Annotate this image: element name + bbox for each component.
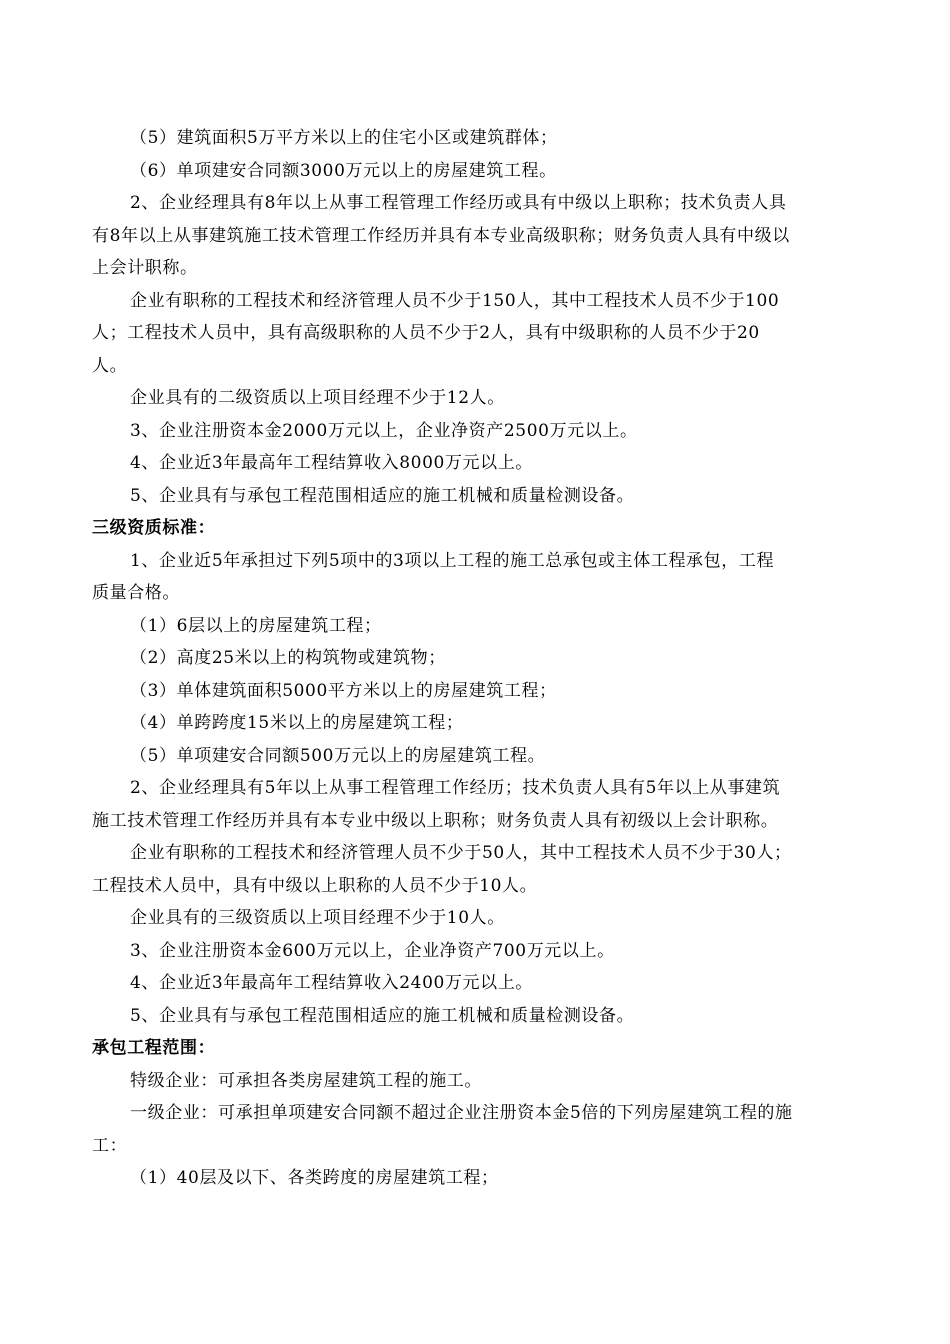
paragraph-line: 企业有职称的工程技术和经济管理人员不少于150人，其中工程技术人员不少于100 [130, 290, 780, 311]
paragraph-line: 企业有职称的工程技术和经济管理人员不少于50人，其中工程技术人员不少于30人； [130, 843, 792, 863]
paragraph-line: 一级企业：可承担单项建安合同额不超过企业注册资本金5倍的下列房屋建筑工程的施 [130, 1103, 793, 1123]
paragraph-line: 人；工程技术人员中，具有高级职称的人员不少于2人，具有中级职称的人员不少于20 [92, 323, 760, 343]
paragraph-line: 1、企业近5年承担过下列5项中的3项以上工程的施工总承包或主体工程承包，工程 [130, 550, 775, 571]
list-item: （5）建筑面积5万平方米以上的住宅小区或建筑群体； [130, 128, 558, 148]
section-heading: 三级资质标准： [92, 518, 216, 538]
list-item: （1）6层以上的房屋建筑工程； [130, 615, 382, 636]
paragraph-line: 工： [92, 1135, 128, 1156]
list-item: （2）高度25米以上的构筑物或建筑物； [130, 648, 446, 668]
paragraph-line: 4、企业近3年最高年工程结算收入2400万元以上。 [130, 973, 533, 993]
paragraph-line: 5、企业具有与承包工程范围相适应的施工机械和质量检测设备。 [130, 1005, 635, 1026]
paragraph-line: 企业具有的三级资质以上项目经理不少于10人。 [130, 908, 505, 928]
paragraph-line: 有8年以上从事建筑施工技术管理工作经历并具有本专业高级职称；财务负责人具有中级以 [92, 225, 790, 246]
paragraph-line: 2、企业经理具有8年以上从事工程管理工作经历或具有中级以上职称；技术负责人具 [130, 193, 787, 213]
list-item: （3）单体建筑面积5000平方米以上的房屋建筑工程； [130, 680, 557, 701]
paragraph-line: 2、企业经理具有5年以上从事工程管理工作经历；技术负责人具有5年以上从事建筑 [130, 778, 781, 798]
list-item: （1）40层及以下、各类跨度的房屋建筑工程； [130, 1168, 499, 1188]
document-body [92, 122, 854, 1195]
paragraph-line: 3、企业注册资本金2000万元以上，企业净资产2500万元以上。 [130, 420, 638, 441]
list-item: （5）单项建安合同额500万元以上的房屋建筑工程。 [130, 745, 546, 766]
paragraph-line: 工程技术人员中，具有中级以上职称的人员不少于10人。 [92, 875, 538, 896]
paragraph-line: 人。 [92, 355, 128, 376]
paragraph-line: 上会计职称。 [92, 258, 198, 278]
paragraph-line: 3、企业注册资本金600万元以上，企业净资产700万元以上。 [130, 940, 615, 961]
paragraph-line: 5、企业具有与承包工程范围相适应的施工机械和质量检测设备。 [130, 485, 635, 506]
paragraph-line: 特级企业：可承担各类房屋建筑工程的施工。 [130, 1070, 482, 1091]
paragraph-line: 4、企业近3年最高年工程结算收入8000万元以上。 [130, 453, 533, 473]
section-heading: 承包工程范围： [92, 1038, 216, 1058]
paragraph-line: 施工技术管理工作经历并具有本专业中级以上职称；财务负责人具有初级以上会计职称。 [92, 810, 779, 831]
paragraph-line: 企业具有的二级资质以上项目经理不少于12人。 [130, 388, 505, 408]
paragraph-line: 质量合格。 [92, 583, 180, 603]
list-item: （6）单项建安合同额3000万元以上的房屋建筑工程。 [130, 160, 557, 181]
list-item: （4）单跨跨度15米以上的房屋建筑工程； [130, 713, 464, 733]
